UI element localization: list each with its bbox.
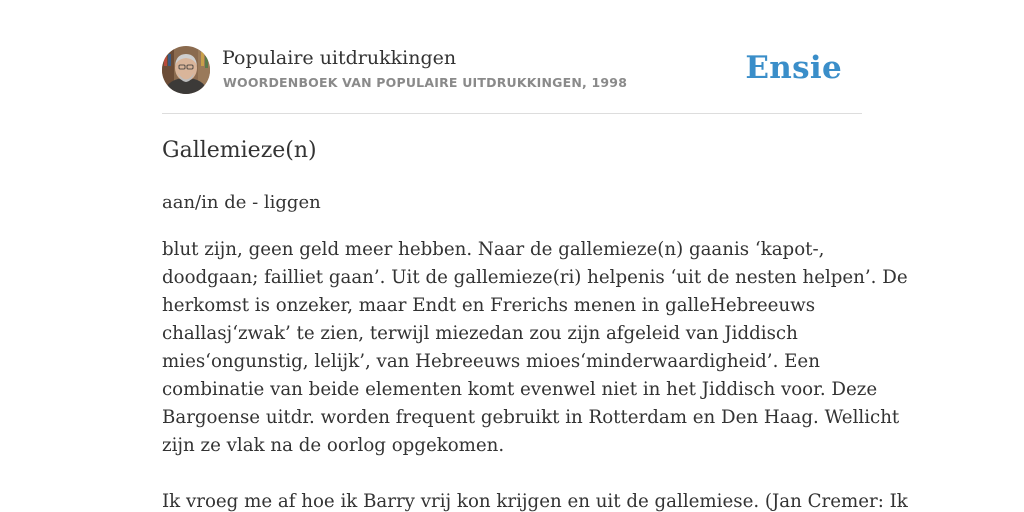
author-avatar[interactable] bbox=[162, 46, 210, 94]
avatar-image bbox=[162, 46, 210, 94]
definition-line: herkomst is onzeker, maar Endt en Frerichs menen in galleHebreeuws bbox=[162, 295, 816, 316]
source-header bbox=[162, 46, 862, 114]
entry-subentry: aan/in de - liggen bbox=[162, 192, 321, 213]
definition-line: combinatie van beide elementen komt evenwel niet in het Jiddisch voor. Deze bbox=[162, 379, 878, 400]
definition-line: blut zijn, geen geld meer hebben. Naar de gallemieze(n) gaanis ‘kapot-, bbox=[162, 239, 825, 260]
source-title[interactable]: Populaire uitdrukkingen bbox=[222, 47, 457, 69]
definition-line: challasj‘zwak’ te zien, terwijl miezedan zou zijn afgeleid van Jiddisch bbox=[162, 323, 798, 344]
example-quote-line: Ik vroeg me af hoe ik Barry vrij kon krijgen en uit de gallemiese. (Jan Cremer: Ik bbox=[162, 491, 908, 512]
definition-line: mies‘ongunstig, lelijk’, van Hebreeuws mioes‘minderwaardigheid’. Een bbox=[162, 351, 820, 372]
entry-definition bbox=[162, 236, 908, 512]
source-subtitle: WOORDENBOEK VAN POPULAIRE UITDRUKKINGEN, 1998 bbox=[223, 75, 628, 90]
paragraph-gap bbox=[162, 460, 864, 488]
ensie-logo[interactable]: Ensie bbox=[745, 50, 842, 86]
entry-headword: Gallemieze(n) bbox=[162, 138, 317, 163]
definition-line: doodgaan; failliet gaan’. Uit de gallemieze(ri) helpenis ‘uit de nesten helpen’. De bbox=[162, 267, 908, 288]
entry-card bbox=[162, 46, 908, 512]
definition-line: zijn ze vlak na de oorlog opgekomen. bbox=[162, 435, 505, 456]
definition-line: Bargoense uitdr. worden frequent gebruikt in Rotterdam en Den Haag. Wellicht bbox=[162, 407, 900, 428]
